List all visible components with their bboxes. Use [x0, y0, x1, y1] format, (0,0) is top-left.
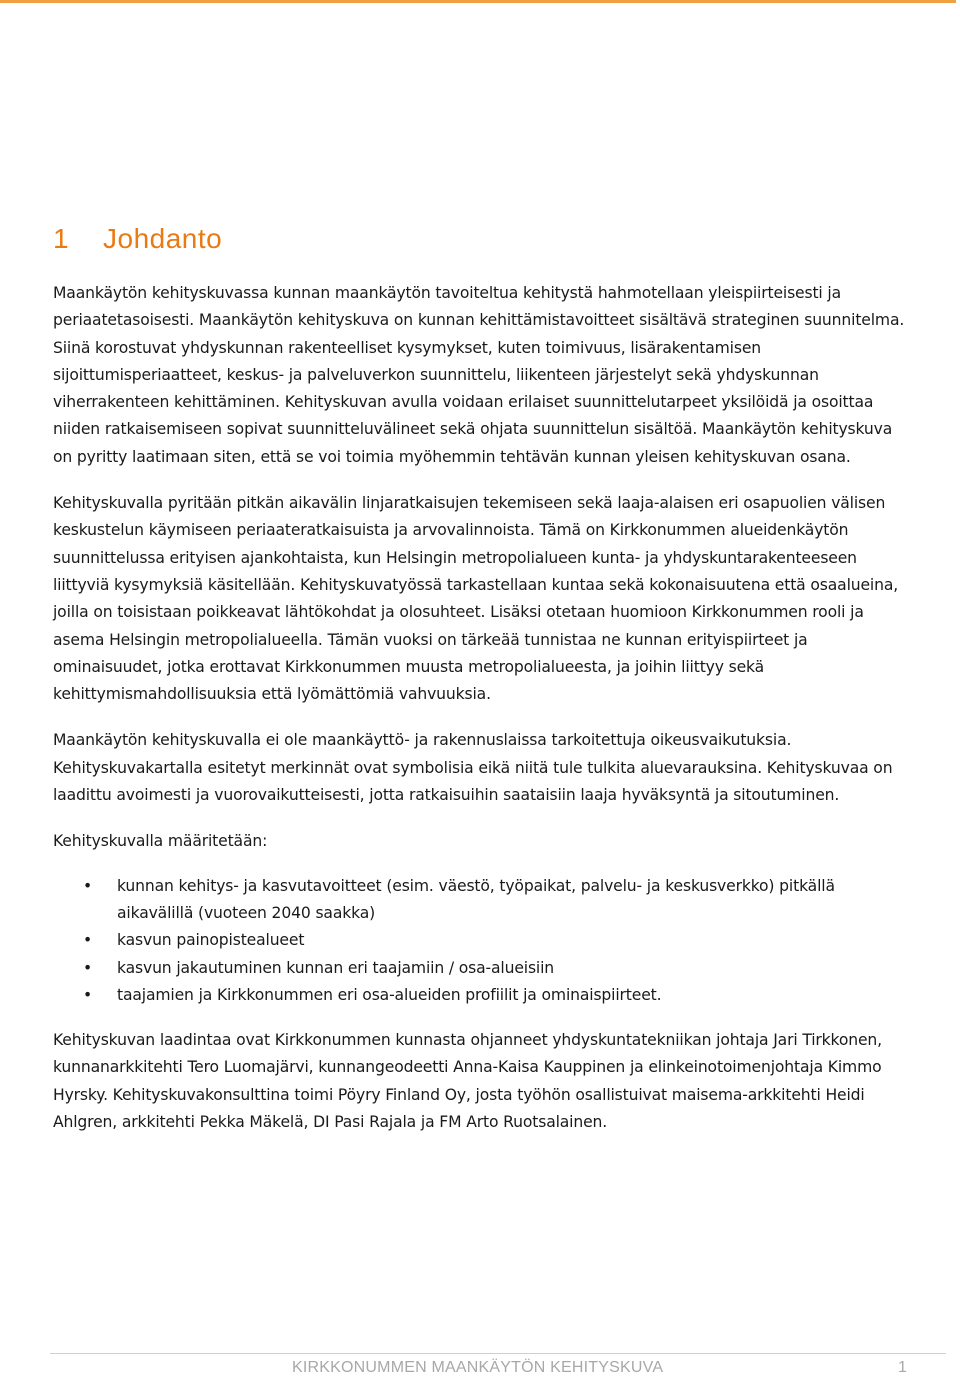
list-item: • kasvun jakautuminen kunnan eri taajamiin / osa-alueisiin	[53, 955, 913, 982]
bullet-marker: •	[83, 931, 93, 950]
chapter-number: 1	[53, 223, 70, 254]
paragraph-intro: Maankäytön kehityskuvassa kunnan maankäytön tavoiteltua kehitystä hahmotellaan yleispiirteisesti ja periaatetasoisesti. Maankäytön kehityskuva on kunnan kehittämistavoitteet sisältävä strateginen suunnitelma. Siinä korostuvat yhdyskunnan rakenteelliset kysymykset, kuten toimivuus, lisärakentamisen sijoittumisperiaatteet, keskus- ja palveluverkon suunnittelu, liikenteen järjestelyt sekä yhdyskunnan viherrakenteen kehittäminen. Kehityskuvan avulla voidaan erilaiset suunnittelutarpeet yksilöidä ja osoittaa niiden ratkaisemiseen sopivat suunnitteluvälineet sekä ohjata suunnittelun sisältöä. Maankäytön kehityskuva on pyritty laatimaan siten, että se voi toimia myöhemmin tehtävän kunnan yleisen kehityskuvan osana.	[53, 284, 905, 466]
chapter-title: Johdanto	[103, 223, 223, 254]
page-number: 1	[898, 1359, 908, 1376]
list-item: • kunnan kehitys- ja kasvutavoitteet (esim. väestö, työpaikat, palvelu- ja keskusverkko) pitkällä aikavälillä (vuoteen 2040 saakka)	[53, 873, 913, 928]
footer-title: KIRKKONUMMEN MAANKÄYTÖN KEHITYSKUVA	[292, 1359, 664, 1376]
footer-rule	[50, 1353, 946, 1354]
bullet-marker: •	[83, 876, 93, 895]
chapter-heading	[53, 222, 913, 256]
top-accent-rule	[0, 0, 956, 3]
definition-list	[53, 873, 913, 1009]
document-body	[53, 222, 913, 1136]
paragraph-list-intro: Kehityskuvalla määritetään:	[53, 832, 268, 851]
bullet-marker: •	[83, 985, 93, 1004]
list-item: • kasvun painopistealueet	[53, 927, 913, 954]
paragraph-legal: Maankäytön kehityskuvalla ei ole maankäyttö- ja rakennuslaissa tarkoitettuja oikeusvaikutuksia. Kehityskuvakartalla esitetyt merkinnät ovat symbolisia eikä niitä tule tulkita aluevarauksina. Kehityskuvaa on laadittu avoimesti ja vuorovaikutteisesti, jotta ratkaisuihin saataisiin laaja hyväksyntä ja sitoutuminen.	[53, 731, 893, 805]
paragraph-goals: Kehityskuvalla pyritään pitkän aikavälin linjaratkaisujen tekemiseen sekä laaja-alaisen eri osapuolien välisen keskustelun käymiseen periaateratkaisuista ja arvovalinnoista. Tämä on Kirkkonummen alueidenkäytön suunnittelussa erityisen ajankohtaista, kun Helsingin metropolialueen kunta- ja yhdyskuntarakenteeseen liittyviä kysymyksiä käsitellään. Kehityskuvatyössä tarkastellaan kuntaa sekä kokonaisuutena että osaalueina, joilla on toisistaan poikkeavat lähtökohdat ja olosuhteet. Lisäksi otetaan huomioon Kirkkonummen rooli ja asema Helsingin metropolialueella. Tämän vuoksi on tärkeää tunnistaa ne kunnan erityispiirteet ja ominaisuudet, jotka erottavat Kirkkonummen muusta metropolialueesta, ja joihin liittyy sekä kehittymismahdollisuuksia että lyömättömiä vahvuuksia.	[53, 494, 899, 704]
bullet-marker: •	[83, 958, 93, 977]
list-item: • taajamien ja Kirkkonummen eri osa-alueiden profiilit ja ominaispiirteet.	[53, 982, 913, 1009]
paragraph-credits: Kehityskuvan laadintaa ovat Kirkkonummen kunnasta ohjanneet yhdyskuntatekniikan johtaja Jari Tirkkonen, kunnanarkkitehti Tero Luomajärvi, kunnangeodeetti Anna-Kaisa Kauppinen ja elinkeinotoimenjohtaja Kimmo Hyrsky. Kehityskuvakonsulttina toimi Pöyry Finland Oy, josta työhön osallistuivat maisema-arkkitehti Heidi Ahlgren, arkkitehti Pekka Mäkelä, DI Pasi Rajala ja FM Arto Ruotsalainen.	[53, 1031, 882, 1132]
